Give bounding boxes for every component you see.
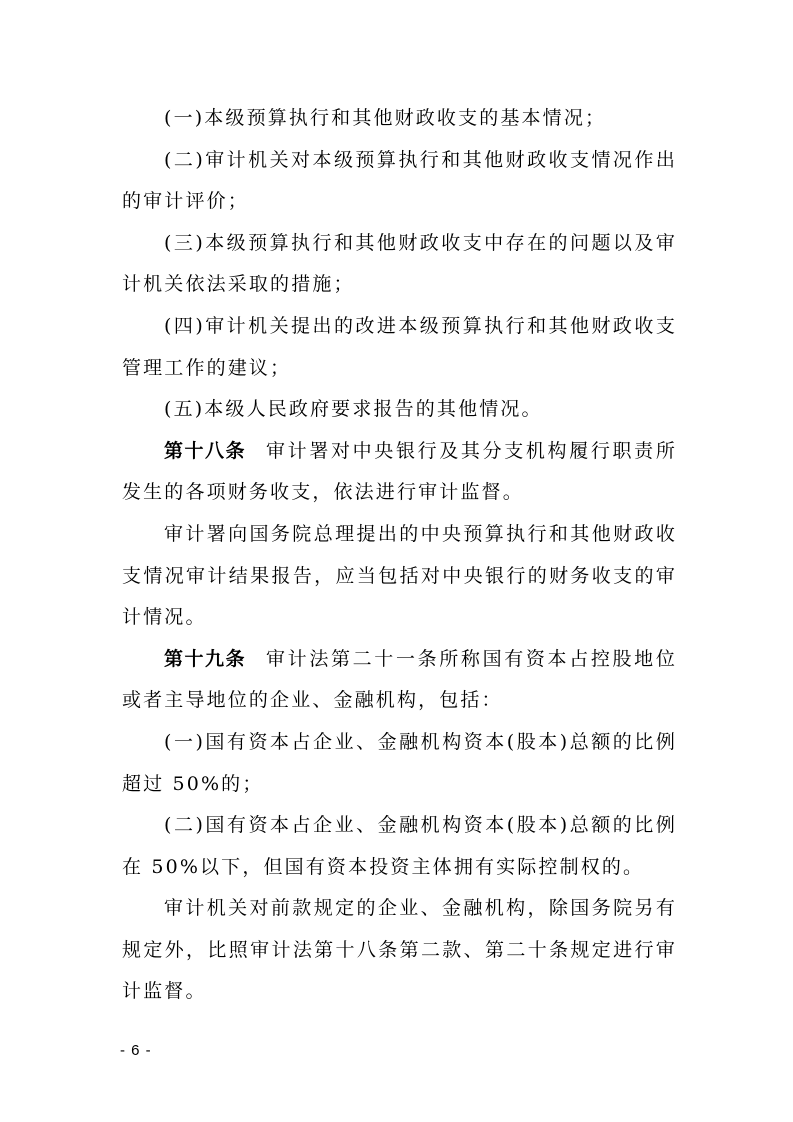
paragraph-9	[122, 722, 677, 805]
paragraph-text: 审计法第二十一条所称国有资本占控股地位或者主导地位的企业、金融机构，包括：	[122, 647, 677, 712]
paragraph-1	[122, 98, 677, 140]
paragraph-text: (二)国有资本占企业、金融机构资本(股本)总额的比例在 50%以下，但国有资本投资主体拥有实际控制权的。	[122, 814, 677, 878]
paragraph-text: 审计署对中央银行及其分支机构履行职责所发生的各项财务收支，依法进行审计监督。	[122, 439, 677, 504]
paragraph-5	[122, 389, 677, 431]
paragraph-text: (二)审计机关对本级预算执行和其他财政收支情况作出的审计评价；	[122, 148, 677, 213]
paragraph-text: (一)本级预算执行和其他财政收支的基本情况；	[164, 107, 607, 129]
article-heading: 第十八条	[164, 439, 247, 462]
document-body	[122, 98, 677, 1013]
paragraph-text: (一)国有资本占企业、金融机构资本(股本)总额的比例超过 50%的；	[122, 730, 677, 795]
paragraph-3	[122, 223, 677, 306]
article-heading: 第十九条	[164, 647, 247, 670]
paragraph-text: (三)本级预算执行和其他财政收支中存在的问题以及审计机关依法采取的措施；	[122, 231, 677, 296]
paragraph-10	[122, 805, 677, 888]
paragraph-4	[122, 306, 677, 389]
paragraph-text: 审计署向国务院总理提出的中央预算执行和其他财政收支情况审计结果报告，应当包括对中央银行的财务收支的审计情况。	[122, 522, 677, 629]
paragraph-11	[122, 888, 677, 1013]
article-18	[122, 431, 677, 514]
page-number: - 6 -	[120, 1042, 152, 1059]
paragraph-text: (五)本级人民政府要求报告的其他情况。	[164, 398, 543, 421]
paragraph-2	[122, 140, 677, 223]
paragraph-7	[122, 514, 677, 639]
paragraph-text: 审计机关对前款规定的企业、金融机构，除国务院另有规定外，比照审计法第十八条第二款、第二十条规定进行审计监督。	[122, 897, 677, 1003]
paragraph-text: (四)审计机关提出的改进本级预算执行和其他财政收支管理工作的建议；	[122, 314, 677, 379]
article-19	[122, 639, 677, 722]
